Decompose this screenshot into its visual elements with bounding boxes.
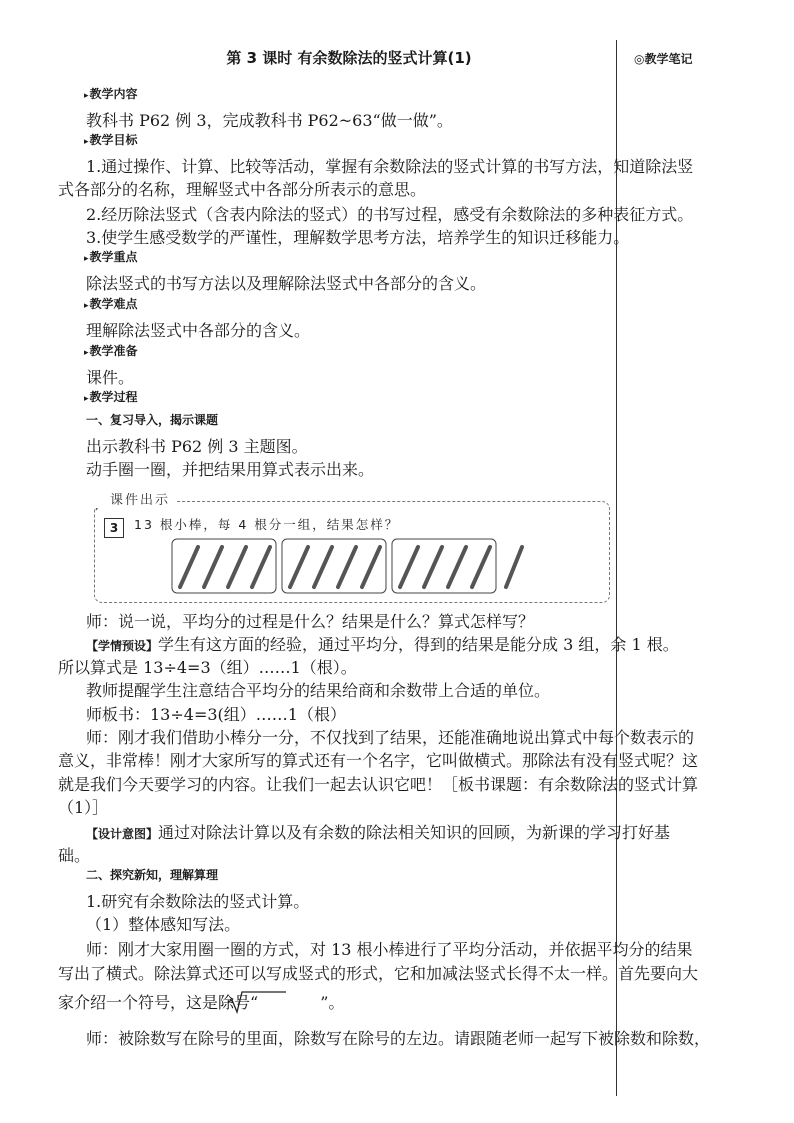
- paragraph-2: 动手圈一圈，并把结果用算式表示出来。: [86, 460, 375, 479]
- key-text: 除法竖式的书写方法以及理解除法竖式中各部分的含义。: [86, 274, 487, 293]
- page-title: 第 3 课时 有余数除法的竖式计算(1): [226, 49, 472, 67]
- sticks-illustration: [168, 537, 528, 597]
- paragraph-3: 师：说一说，平均分的过程是什么？结果是什么？算式怎样写？: [86, 612, 535, 631]
- paragraph-7-line-b: 意义，非常棒！刚才大家所写的算式还有一个名字，它叫做横式。那除法有没有竖式呢？这: [58, 751, 699, 770]
- paragraph-5: 教师提醒学生注意结合平均分的结果给商和余数带上合适的单位。: [86, 681, 551, 700]
- section-head-key: ▸ 教学重点: [84, 248, 138, 265]
- paragraph-4-line-b: 所以算式是 13÷4=3（组）……1（根）。: [58, 658, 357, 677]
- paragraph-1: 出示教科书 P62 例 3 主题图。: [86, 437, 308, 456]
- preparation-text: 课件。: [86, 368, 135, 387]
- paragraph-7-line-d: （1）］: [58, 798, 109, 817]
- goal-1-line-b: 式各部分的名称，理解竖式中各部分所表示的意思。: [58, 180, 427, 199]
- paragraph-9-line-b: 写出了横式。除法算式还可以写成竖式的形式，它和加减法竖式长得不太一样。首先要向大: [58, 964, 699, 983]
- section-head-goals: ▸ 教学目标: [84, 131, 138, 148]
- section-head-preparation: ▸ 教学准备: [84, 342, 138, 359]
- step-1-sub: （1）整体感知写法。: [86, 915, 241, 934]
- paragraph-6-board: 师板书：13÷4=3(组）……1（根）: [86, 705, 346, 724]
- example-number-badge: 3: [104, 518, 124, 538]
- division-sign-icon: [226, 990, 288, 1014]
- part-1-heading: 一、复习导入，揭示课题: [86, 413, 219, 427]
- stick-group-3: [392, 539, 496, 593]
- section-head-content: ▸ 教学内容: [84, 85, 138, 102]
- remaining-stick: [506, 547, 522, 587]
- goal-3: 3.使学生感受数学的严谨性，理解数学思考方法，培养学生的知识迁移能力。: [86, 228, 630, 247]
- paragraph-9-line-c: 家介绍一个符号，这是除号“ ”。: [58, 993, 345, 1012]
- example-question: 13 根小棒，每 4 根分一组，结果怎样？: [134, 517, 400, 532]
- paragraph-9-line-a: 师：刚才大家用圈一圈的方式，对 13 根小棒进行了平均分活动，并依据平均分的结果: [86, 940, 693, 959]
- part-2-heading: 二、探究新知，理解算理: [86, 868, 219, 882]
- paragraph-7-line-c: 就是我们今天要学习的内容。让我们一起去认识它吧！［板书课题：有余数除法的竖式计算: [58, 775, 699, 794]
- teaching-notes-label: ◎教学笔记: [634, 52, 693, 66]
- section-head-difficulty: ▸ 教学难点: [84, 295, 138, 312]
- goal-1-line-a: 1.通过操作、计算、比较等活动，掌握有余数除法的竖式计算的书写方法，知道除法竖: [86, 157, 694, 176]
- stick-group-1: [172, 539, 276, 593]
- learning-preview-label: 【学情预设】: [86, 639, 159, 653]
- goal-2: 2.经历除法竖式（含表内除法的竖式）的书写过程，感受有余数除法的多种表征方式。: [86, 205, 694, 224]
- paragraph-8-line-a: 【设计意图】通过对除法计算以及有余数的除法相关知识的回顾，为新课的学习打好基: [86, 823, 671, 842]
- paragraph-7-line-a: 师：刚才我们借助小棒分一分，不仅找到了结果，还能准确地说出算式中每个数表示的: [86, 728, 695, 747]
- paragraph-8-line-b: 础。: [58, 846, 91, 865]
- paragraph-10: 师：被除数写在除号的里面，除数写在除号的左边。请跟随老师一起写下被除数和除数，: [86, 1029, 711, 1048]
- section-head-process: ▸ 教学过程: [84, 388, 138, 405]
- paragraph-4-line-a: 【学情预设】学生有这方面的经验，通过平均分，得到的结果是能分成 3 组，余 1 根。: [86, 635, 679, 654]
- stick-group-2: [282, 539, 386, 593]
- step-1: 1.研究有余数除法的竖式计算。: [86, 892, 310, 911]
- content-text: 教科书 P62 例 3，完成教科书 P62~63“做一做”。: [86, 111, 453, 130]
- courseware-tag: 课件出示: [90, 489, 176, 508]
- difficulty-text: 理解除法竖式中各部分的含义。: [86, 321, 311, 340]
- design-intent-label: 【设计意图】: [86, 827, 159, 841]
